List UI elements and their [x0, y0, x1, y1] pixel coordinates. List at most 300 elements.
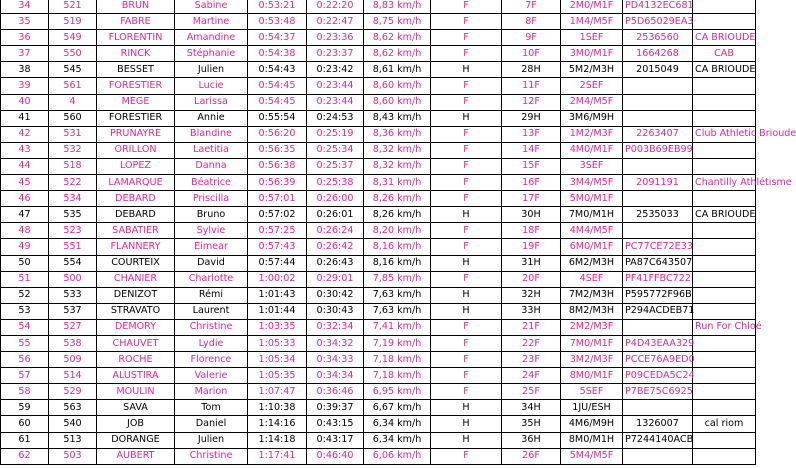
cell-first-name: Stéphanie: [175, 46, 248, 62]
cell-sex-rank: 34H: [502, 400, 561, 416]
cell-time: 1:05:35: [248, 368, 307, 384]
cell-last-name: LOPEZ: [97, 158, 175, 174]
cell-first-name: Lydie: [175, 335, 248, 351]
table-row: [1, 432, 756, 448]
cell-last-name: COURTEIX: [97, 255, 175, 271]
cell-license: P5D65029EA3: [623, 14, 693, 30]
cell-license: 2535033: [623, 207, 693, 223]
cell-time-gap: 0:30:43: [307, 303, 364, 319]
cell-last-name: RINCK: [97, 46, 175, 62]
cell-club: [693, 158, 756, 174]
cell-first-name: Larissa: [175, 94, 248, 110]
cell-sex: F: [431, 368, 502, 384]
cell-time: 0:57:44: [248, 255, 307, 271]
cell-sex-rank: 23F: [502, 352, 561, 368]
cell-sex-rank: 25F: [502, 384, 561, 400]
cell-rank: 41: [1, 110, 49, 126]
table-row: [1, 287, 756, 303]
cell-time-gap: 0:43:15: [307, 416, 364, 432]
cell-time: 1:03:35: [248, 319, 307, 335]
cell-rank: 46: [1, 191, 49, 207]
cell-rank: 45: [1, 175, 49, 191]
cell-speed: 8,43 km/h: [364, 110, 431, 126]
cell-bib: 500: [49, 271, 97, 287]
cell-category: 1SEF: [561, 30, 623, 46]
cell-category: 3M0/M1F: [561, 46, 623, 62]
cell-rank: 38: [1, 62, 49, 78]
cell-license: PD4132EC681: [623, 0, 693, 14]
cell-sex-rank: 28H: [502, 62, 561, 78]
cell-license: PC77CE72E33: [623, 239, 693, 255]
cell-category: 2M2/M3F: [561, 319, 623, 335]
cell-speed: 8,75 km/h: [364, 14, 431, 30]
cell-sex-rank: 8F: [502, 14, 561, 30]
cell-sex-rank: 30H: [502, 207, 561, 223]
cell-speed: 8,62 km/h: [364, 46, 431, 62]
cell-bib: 533: [49, 287, 97, 303]
cell-first-name: Lucie: [175, 78, 248, 94]
cell-category: 2M4/M5F: [561, 94, 623, 110]
cell-time-gap: 0:39:37: [307, 400, 364, 416]
cell-category: 6M0/M1F: [561, 239, 623, 255]
cell-sex-rank: 14F: [502, 142, 561, 158]
cell-first-name: David: [175, 255, 248, 271]
cell-club: [693, 400, 756, 416]
cell-last-name: ORILLON: [97, 142, 175, 158]
cell-club: [693, 335, 756, 351]
cell-rank: 40: [1, 94, 49, 110]
cell-sex: F: [431, 78, 502, 94]
cell-sex-rank: 12F: [502, 94, 561, 110]
cell-time: 0:57:43: [248, 239, 307, 255]
cell-club: CA BRIOUDE: [693, 207, 756, 223]
cell-license: P4D43EAA329: [623, 335, 693, 351]
cell-rank: 39: [1, 78, 49, 94]
cell-sex: H: [431, 255, 502, 271]
cell-license: PCCE76A9ED0: [623, 352, 693, 368]
cell-sex-rank: 26F: [502, 448, 561, 464]
cell-first-name: Annie: [175, 110, 248, 126]
cell-category: 7M0/M1H: [561, 207, 623, 223]
cell-category: 2SEF: [561, 78, 623, 94]
cell-time-gap: 0:23:44: [307, 94, 364, 110]
cell-bib: 519: [49, 14, 97, 30]
cell-speed: 8,60 km/h: [364, 78, 431, 94]
cell-club: [693, 448, 756, 464]
table-row: [1, 335, 756, 351]
cell-rank: 51: [1, 271, 49, 287]
cell-sex: F: [431, 352, 502, 368]
cell-club: [693, 255, 756, 271]
cell-rank: 37: [1, 46, 49, 62]
cell-first-name: Amandine: [175, 30, 248, 46]
cell-sex-rank: 18F: [502, 223, 561, 239]
cell-club: Chantilly Athlétisme: [693, 175, 756, 191]
cell-sex: H: [431, 207, 502, 223]
cell-rank: 50: [1, 255, 49, 271]
table-row: [1, 30, 756, 46]
cell-category: 7M0/M1F: [561, 335, 623, 351]
cell-club: [693, 352, 756, 368]
cell-last-name: STRAVATO: [97, 303, 175, 319]
cell-sex-rank: 9F: [502, 30, 561, 46]
cell-sex-rank: 20F: [502, 271, 561, 287]
cell-time-gap: 0:36:46: [307, 384, 364, 400]
cell-time-gap: 0:24:53: [307, 110, 364, 126]
cell-time-gap: 0:25:19: [307, 126, 364, 142]
cell-sex: H: [431, 62, 502, 78]
cell-sex: F: [431, 158, 502, 174]
cell-time-gap: 0:25:38: [307, 175, 364, 191]
cell-category: 8M2/M3H: [561, 303, 623, 319]
cell-sex: F: [431, 30, 502, 46]
cell-bib: 561: [49, 78, 97, 94]
cell-rank: 44: [1, 158, 49, 174]
cell-time: 0:54:45: [248, 78, 307, 94]
cell-license: P294ACDEB71: [623, 303, 693, 319]
cell-time-gap: 0:25:37: [307, 158, 364, 174]
cell-sex-rank: 11F: [502, 78, 561, 94]
cell-category: 4M4/M5F: [561, 223, 623, 239]
cell-time-gap: 0:25:34: [307, 142, 364, 158]
cell-license: 2091191: [623, 175, 693, 191]
cell-rank: 43: [1, 142, 49, 158]
cell-bib: 4: [49, 94, 97, 110]
cell-last-name: DORANGE: [97, 432, 175, 448]
cell-rank: 42: [1, 126, 49, 142]
cell-rank: 60: [1, 416, 49, 432]
cell-rank: 52: [1, 287, 49, 303]
cell-time-gap: 0:32:34: [307, 319, 364, 335]
cell-last-name: DEBARD: [97, 207, 175, 223]
cell-time-gap: 0:26:43: [307, 255, 364, 271]
cell-club: [693, 191, 756, 207]
cell-club: cal riom: [693, 416, 756, 432]
cell-speed: 6,34 km/h: [364, 432, 431, 448]
cell-license: [623, 94, 693, 110]
cell-last-name: AUBERT: [97, 448, 175, 464]
cell-license: [623, 223, 693, 239]
cell-license: PA87C643507: [623, 255, 693, 271]
cell-time: 0:55:54: [248, 110, 307, 126]
cell-time: 0:54:45: [248, 94, 307, 110]
cell-sex-rank: 33H: [502, 303, 561, 319]
cell-bib: 521: [49, 0, 97, 14]
cell-time-gap: 0:29:01: [307, 271, 364, 287]
table-row: [1, 384, 756, 400]
cell-category: 1M2/M3F: [561, 126, 623, 142]
cell-license: [623, 78, 693, 94]
cell-sex: F: [431, 271, 502, 287]
cell-speed: 7,19 km/h: [364, 335, 431, 351]
cell-license: 1664268: [623, 46, 693, 62]
cell-rank: 35: [1, 14, 49, 30]
cell-sex: H: [431, 287, 502, 303]
cell-first-name: Christine: [175, 319, 248, 335]
cell-time-gap: 0:34:34: [307, 368, 364, 384]
cell-category: 5SEF: [561, 384, 623, 400]
cell-bib: 535: [49, 207, 97, 223]
cell-speed: 8,31 km/h: [364, 175, 431, 191]
table-row: [1, 14, 756, 30]
cell-time: 1:17:41: [248, 448, 307, 464]
cell-sex: H: [431, 303, 502, 319]
cell-speed: 8,16 km/h: [364, 255, 431, 271]
cell-sex: F: [431, 0, 502, 14]
cell-last-name: BESSET: [97, 62, 175, 78]
cell-last-name: CHAUVET: [97, 335, 175, 351]
cell-speed: 8,62 km/h: [364, 30, 431, 46]
cell-club: [693, 287, 756, 303]
cell-bib: 503: [49, 448, 97, 464]
cell-club: [693, 110, 756, 126]
cell-sex-rank: 19F: [502, 239, 561, 255]
cell-last-name: ROCHE: [97, 352, 175, 368]
cell-bib: 554: [49, 255, 97, 271]
cell-rank: 57: [1, 368, 49, 384]
table-row: [1, 416, 756, 432]
cell-first-name: Sylvie: [175, 223, 248, 239]
cell-speed: 7,63 km/h: [364, 287, 431, 303]
cell-first-name: Valerie: [175, 368, 248, 384]
cell-license: P7BE75C6925: [623, 384, 693, 400]
cell-license: 2015049: [623, 62, 693, 78]
cell-time: 1:00:02: [248, 271, 307, 287]
cell-last-name: JOB: [97, 416, 175, 432]
table-row: [1, 368, 756, 384]
cell-sex: H: [431, 416, 502, 432]
cell-last-name: DENIZOT: [97, 287, 175, 303]
cell-first-name: Laetitia: [175, 142, 248, 158]
cell-sex: F: [431, 223, 502, 239]
cell-category: 5M4/M5F: [561, 448, 623, 464]
cell-first-name: Rémi: [175, 287, 248, 303]
cell-bib: 537: [49, 303, 97, 319]
table-row: [1, 94, 756, 110]
cell-sex-rank: 21F: [502, 319, 561, 335]
cell-speed: 7,18 km/h: [364, 352, 431, 368]
cell-club: CAB: [693, 46, 756, 62]
table-row: [1, 62, 756, 78]
cell-first-name: Marion: [175, 384, 248, 400]
cell-time: 1:07:47: [248, 384, 307, 400]
cell-first-name: Laurent: [175, 303, 248, 319]
cell-category: 3SEF: [561, 158, 623, 174]
cell-last-name: SAVA: [97, 400, 175, 416]
cell-bib: 534: [49, 191, 97, 207]
table-row: [1, 158, 756, 174]
cell-category: 8M0/M1H: [561, 432, 623, 448]
cell-sex: F: [431, 384, 502, 400]
cell-first-name: Tom: [175, 400, 248, 416]
cell-category: 2M0/M1F: [561, 0, 623, 14]
cell-club: [693, 368, 756, 384]
cell-first-name: Daniel: [175, 416, 248, 432]
table-row: [1, 223, 756, 239]
cell-license: P595772F96B: [623, 287, 693, 303]
cell-last-name: MOULIN: [97, 384, 175, 400]
cell-speed: 6,67 km/h: [364, 400, 431, 416]
cell-bib: 514: [49, 368, 97, 384]
table-row: [1, 303, 756, 319]
cell-sex: F: [431, 142, 502, 158]
cell-speed: 8,36 km/h: [364, 126, 431, 142]
cell-sex: H: [431, 432, 502, 448]
cell-first-name: Martine: [175, 14, 248, 30]
table-row: [1, 126, 756, 142]
cell-sex-rank: 10F: [502, 46, 561, 62]
cell-speed: 8,26 km/h: [364, 207, 431, 223]
table-row: [1, 78, 756, 94]
cell-rank: 56: [1, 352, 49, 368]
cell-bib: 538: [49, 335, 97, 351]
cell-license: 2536560: [623, 30, 693, 46]
table-row: [1, 175, 756, 191]
cell-time-gap: 0:43:17: [307, 432, 364, 448]
cell-time-gap: 0:23:36: [307, 30, 364, 46]
cell-last-name: CHANIER: [97, 271, 175, 287]
cell-license: [623, 191, 693, 207]
cell-first-name: Sabine: [175, 0, 248, 14]
cell-speed: 8,83 km/h: [364, 0, 431, 14]
cell-rank: 47: [1, 207, 49, 223]
cell-club: CA BRIOUDE: [693, 30, 756, 46]
cell-time-gap: 0:22:47: [307, 14, 364, 30]
cell-license: 2263407: [623, 126, 693, 142]
cell-first-name: Eimear: [175, 239, 248, 255]
cell-sex-rank: 24F: [502, 368, 561, 384]
cell-last-name: SABATIER: [97, 223, 175, 239]
table-row: [1, 319, 756, 335]
cell-club: [693, 223, 756, 239]
table-row: [1, 46, 756, 62]
cell-speed: 6,06 km/h: [364, 448, 431, 464]
cell-time: 0:54:37: [248, 30, 307, 46]
cell-bib: 540: [49, 416, 97, 432]
cell-license: P003B69EB99: [623, 142, 693, 158]
cell-last-name: FABRE: [97, 14, 175, 30]
cell-category: 7M2/M3H: [561, 287, 623, 303]
cell-club: [693, 94, 756, 110]
cell-club: [693, 271, 756, 287]
cell-bib: 563: [49, 400, 97, 416]
cell-sex-rank: 35H: [502, 416, 561, 432]
cell-speed: 8,61 km/h: [364, 62, 431, 78]
cell-sex: F: [431, 126, 502, 142]
cell-time: 0:56:39: [248, 175, 307, 191]
cell-rank: 61: [1, 432, 49, 448]
cell-sex: F: [431, 239, 502, 255]
table-row: [1, 207, 756, 223]
cell-speed: 7,85 km/h: [364, 271, 431, 287]
cell-first-name: Blandine: [175, 126, 248, 142]
cell-sex: F: [431, 94, 502, 110]
cell-sex-rank: 22F: [502, 335, 561, 351]
cell-license: 1326007: [623, 416, 693, 432]
cell-bib: 518: [49, 158, 97, 174]
cell-time: 0:57:01: [248, 191, 307, 207]
cell-last-name: DEBARD: [97, 191, 175, 207]
cell-rank: 59: [1, 400, 49, 416]
cell-last-name: PRUNAYRE: [97, 126, 175, 142]
cell-bib: 527: [49, 319, 97, 335]
cell-time-gap: 0:26:00: [307, 191, 364, 207]
cell-time: 0:53:48: [248, 14, 307, 30]
cell-last-name: ALUSTIRA: [97, 368, 175, 384]
cell-club: [693, 142, 756, 158]
cell-time-gap: 0:26:42: [307, 239, 364, 255]
cell-bib: 529: [49, 384, 97, 400]
cell-time: 0:54:38: [248, 46, 307, 62]
cell-time-gap: 0:26:01: [307, 207, 364, 223]
table-row: [1, 400, 756, 416]
cell-last-name: FORESTIER: [97, 110, 175, 126]
cell-category: 1M4/M5F: [561, 14, 623, 30]
cell-category: 5M2/M3H: [561, 62, 623, 78]
cell-sex-rank: 16F: [502, 175, 561, 191]
cell-time: 1:05:33: [248, 335, 307, 351]
cell-license: PF41FFBC722: [623, 271, 693, 287]
table-row: [1, 110, 756, 126]
cell-time: 1:14:18: [248, 432, 307, 448]
cell-time-gap: 0:23:37: [307, 46, 364, 62]
cell-time: 0:56:35: [248, 142, 307, 158]
cell-license: [623, 110, 693, 126]
cell-last-name: BRUN: [97, 0, 175, 14]
cell-club: [693, 384, 756, 400]
cell-time: 1:05:34: [248, 352, 307, 368]
cell-rank: 62: [1, 448, 49, 464]
cell-last-name: FLANNERY: [97, 239, 175, 255]
cell-first-name: Priscilla: [175, 191, 248, 207]
cell-sex: H: [431, 110, 502, 126]
cell-bib: 560: [49, 110, 97, 126]
cell-sex-rank: 7F: [502, 0, 561, 14]
cell-last-name: LAMARQUE: [97, 175, 175, 191]
cell-club: [693, 0, 756, 14]
cell-speed: 6,34 km/h: [364, 416, 431, 432]
cell-club: CA BRIOUDE: [693, 62, 756, 78]
cell-bib: 532: [49, 142, 97, 158]
cell-rank: 49: [1, 239, 49, 255]
cell-sex: F: [431, 319, 502, 335]
cell-bib: 551: [49, 239, 97, 255]
cell-speed: 6,95 km/h: [364, 384, 431, 400]
cell-club: Run For Chloé: [693, 319, 756, 335]
cell-sex: H: [431, 400, 502, 416]
cell-bib: 509: [49, 352, 97, 368]
cell-time-gap: 0:23:42: [307, 62, 364, 78]
cell-sex: F: [431, 335, 502, 351]
cell-category: 6M2/M3H: [561, 255, 623, 271]
cell-speed: 8,32 km/h: [364, 142, 431, 158]
cell-speed: 8,32 km/h: [364, 158, 431, 174]
cell-first-name: Christine: [175, 448, 248, 464]
cell-first-name: Florence: [175, 352, 248, 368]
cell-sex-rank: 32H: [502, 287, 561, 303]
cell-sex: F: [431, 175, 502, 191]
cell-sex-rank: 36H: [502, 432, 561, 448]
cell-rank: 55: [1, 335, 49, 351]
cell-club: [693, 78, 756, 94]
cell-sex: F: [431, 191, 502, 207]
table-row: [1, 448, 756, 464]
cell-club: [693, 303, 756, 319]
cell-sex: F: [431, 448, 502, 464]
cell-time-gap: 0:26:24: [307, 223, 364, 239]
cell-category: 5M0/M1F: [561, 191, 623, 207]
table-row: [1, 142, 756, 158]
